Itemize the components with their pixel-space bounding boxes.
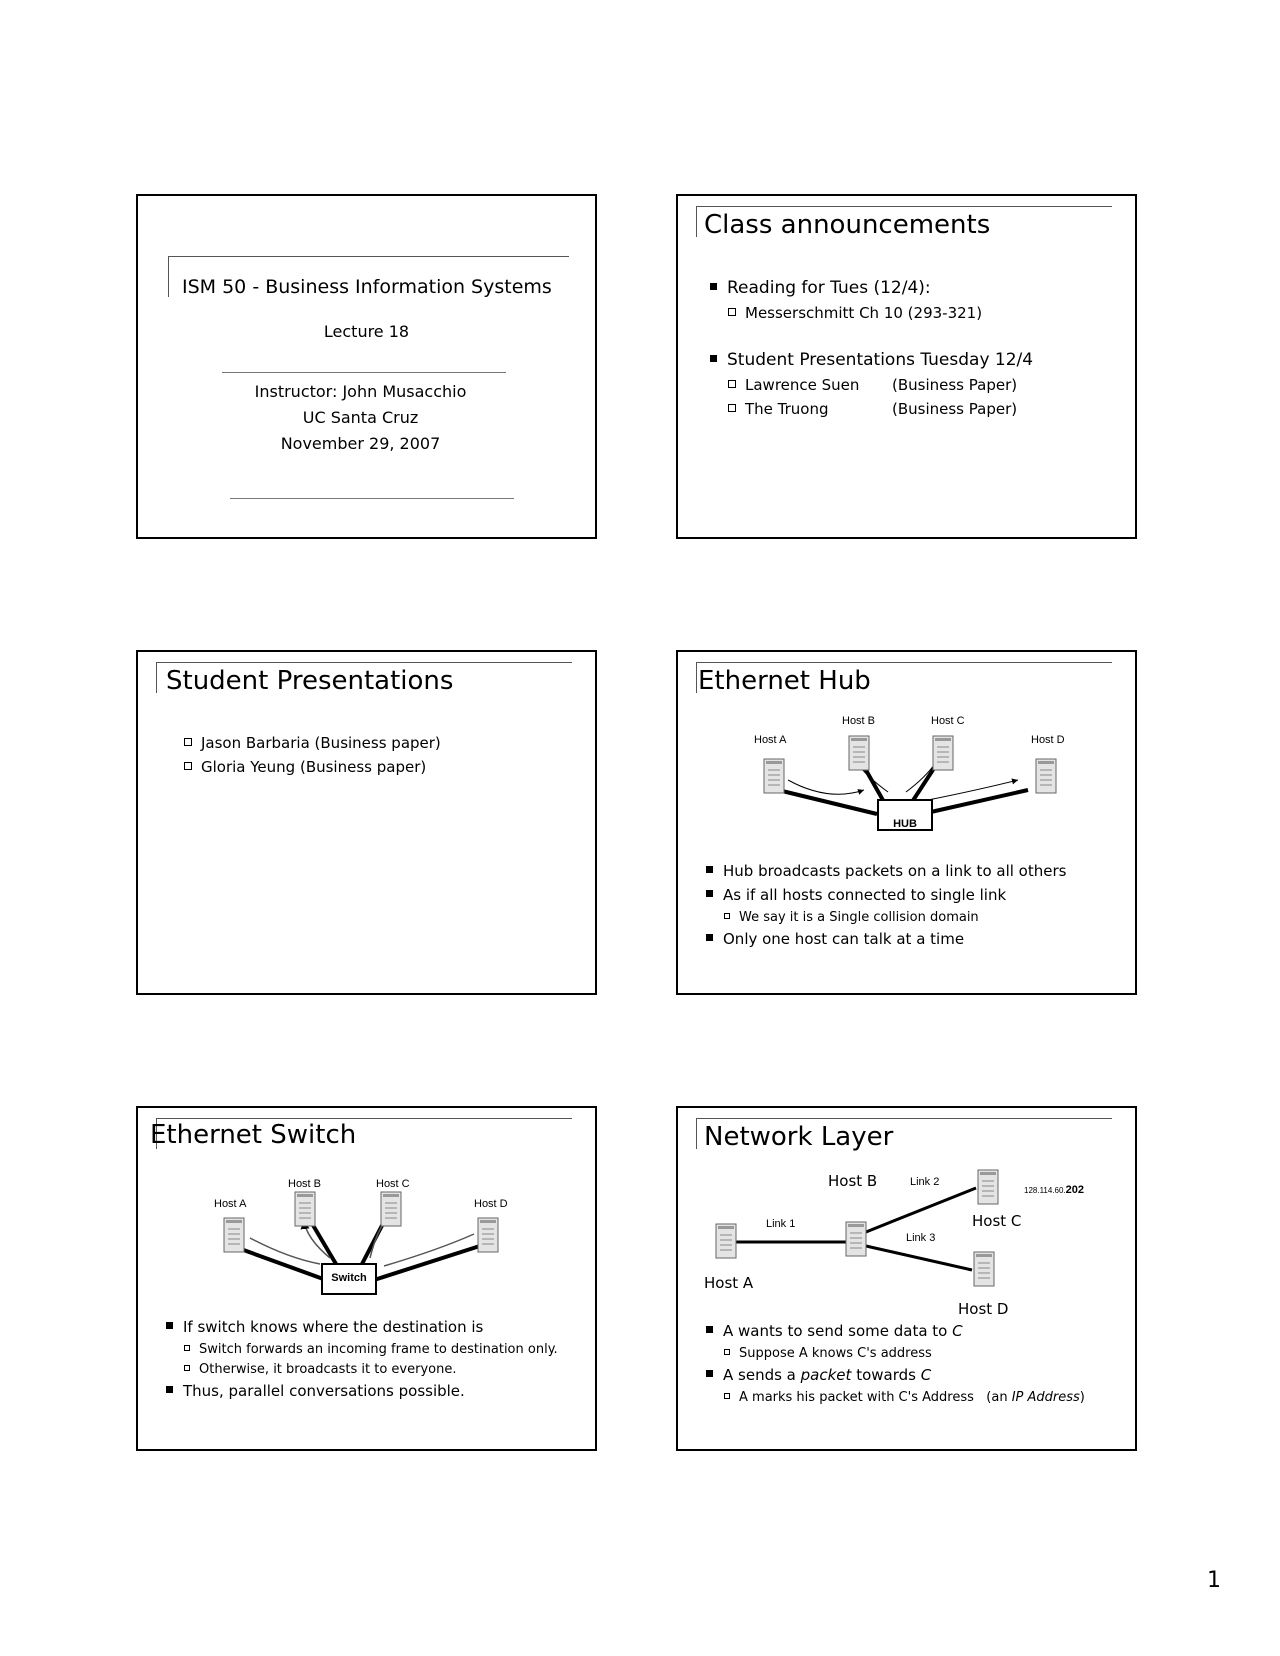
link-2 xyxy=(866,1188,976,1232)
hollow-square-icon xyxy=(728,380,736,388)
host-b-icon xyxy=(846,1222,866,1256)
host-b-label: Host B xyxy=(828,1172,878,1190)
hollow-square-icon xyxy=(728,404,736,412)
bullet-square-icon xyxy=(706,1326,713,1333)
presenter-type: (Business Paper) xyxy=(892,400,1018,418)
slide-student-presentations xyxy=(136,650,597,995)
sub-bullet xyxy=(724,1346,932,1361)
slide-title: Network Layer xyxy=(704,1122,894,1152)
host-b-icon xyxy=(295,1192,315,1226)
ip-prefix: 128.114.60. xyxy=(1024,1186,1066,1195)
host-c-label: Host C xyxy=(972,1212,1022,1230)
presenter-name: Lawrence Suen xyxy=(745,376,860,394)
bullet-text: Thus, parallel conversations possible. xyxy=(183,1382,465,1400)
bullet-square-icon xyxy=(166,1386,173,1393)
slide-announcements xyxy=(676,194,1137,539)
host-c-icon xyxy=(381,1192,401,1226)
hollow-square-icon xyxy=(728,308,736,316)
bullet xyxy=(166,1318,483,1336)
host-d-label: Host D xyxy=(958,1300,1009,1318)
host-c-label: Host C xyxy=(376,1178,410,1190)
sub-bullet-presenter xyxy=(728,400,829,418)
hollow-square-icon xyxy=(724,913,730,919)
sub-bullet-reading xyxy=(728,304,982,322)
hollow-square-icon xyxy=(724,1349,730,1355)
bullet xyxy=(706,862,1066,880)
presenter-item xyxy=(184,734,441,752)
bullet-square-icon xyxy=(706,866,713,873)
sub-bullet-presenter xyxy=(728,376,859,394)
divider-bottom xyxy=(230,498,514,499)
bullet-square-icon xyxy=(706,890,713,897)
host-a-label: Host A xyxy=(704,1274,754,1292)
bullet-text: Only one host can talk at a time xyxy=(723,930,965,948)
host-d-icon xyxy=(974,1252,994,1286)
bullet xyxy=(706,1366,931,1384)
bullet xyxy=(706,930,964,948)
host-a-label: Host A xyxy=(214,1198,247,1210)
flow-arrow xyxy=(788,780,864,794)
host-b-icon xyxy=(849,736,869,770)
host-d-icon xyxy=(478,1218,498,1252)
link-2-label: Link 2 xyxy=(910,1176,940,1188)
bullet-text: Suppose A knows C's address xyxy=(739,1346,932,1361)
host-c-label: Host C xyxy=(931,715,965,727)
bullet-presentations xyxy=(710,350,1033,370)
presenter-item xyxy=(184,758,426,776)
bullet-text: A sends a xyxy=(723,1366,801,1384)
bullet-emph: IP Address xyxy=(1011,1390,1080,1405)
hollow-square-icon xyxy=(184,1345,190,1351)
hub-label: HUB xyxy=(893,818,917,830)
bullet-text: Hub broadcasts packets on a link to all others xyxy=(723,862,1067,880)
sub-bullet xyxy=(184,1342,558,1357)
bullet-square-icon xyxy=(710,283,717,290)
ip-suffix: 202 xyxy=(1065,1184,1085,1196)
host-c-icon xyxy=(933,736,953,770)
bullet-square-icon xyxy=(166,1322,173,1329)
slide-title: Class announcements xyxy=(704,210,991,240)
bullet-text: ) xyxy=(1079,1390,1085,1405)
bullet-text: A wants to send some data to xyxy=(723,1322,953,1340)
link-3 xyxy=(866,1246,972,1270)
link-1-label: Link 1 xyxy=(766,1218,796,1230)
host-d-icon xyxy=(1036,759,1056,793)
slide-title: Student Presentations xyxy=(166,666,454,696)
host-a-icon xyxy=(224,1218,244,1252)
link-3-label: Link 3 xyxy=(906,1232,936,1244)
bullet-text: Reading for Tues (12/4): xyxy=(727,278,931,298)
divider-top xyxy=(222,372,506,373)
bullet-text: Jason Barbaria (Business paper) xyxy=(201,734,441,752)
bullet-text: towards xyxy=(851,1366,921,1384)
host-a-icon xyxy=(716,1224,736,1258)
bullet-text: If switch knows where the destination is xyxy=(183,1318,484,1336)
bullet-text: We say it is a Single collision domain xyxy=(739,910,979,925)
host-a-label: Host A xyxy=(754,734,787,746)
slide-ethernet-switch xyxy=(136,1106,597,1451)
lecture-label: Lecture 18 xyxy=(323,322,410,341)
link-d xyxy=(374,1244,486,1280)
date: November 29, 2007 xyxy=(280,434,441,453)
bullet xyxy=(706,1322,963,1340)
sub-bullet xyxy=(724,910,979,925)
bullet-emph: C xyxy=(920,1366,932,1384)
host-b-label: Host B xyxy=(288,1178,322,1190)
slide-title: Ethernet Hub xyxy=(698,666,871,696)
slide-network-layer xyxy=(676,1106,1137,1451)
presenter-name: The Truong xyxy=(745,400,829,418)
bullet-emph: C xyxy=(952,1322,963,1340)
sub-bullet xyxy=(724,1390,1085,1405)
hollow-square-icon xyxy=(184,762,192,770)
bullet-reading xyxy=(710,278,931,298)
page-number: 1 xyxy=(1207,1568,1221,1593)
host-b-label: Host B xyxy=(842,715,876,727)
host-d-label: Host D xyxy=(1031,734,1065,746)
bullet-text: As if all hosts connected to single link xyxy=(723,886,1007,904)
bullet xyxy=(166,1382,465,1400)
hollow-square-icon xyxy=(184,738,192,746)
hollow-square-icon xyxy=(724,1393,730,1399)
host-a-icon xyxy=(764,759,784,793)
bullet-square-icon xyxy=(706,1370,713,1377)
instructor: Instructor: John Musacchio xyxy=(254,382,467,401)
bullet-text: Gloria Yeung (Business paper) xyxy=(201,758,427,776)
school: UC Santa Cruz xyxy=(302,408,419,427)
bullet-square-icon xyxy=(710,355,717,362)
slide-ethernet-hub xyxy=(676,650,1137,995)
host-c-icon xyxy=(978,1170,998,1204)
course-title: ISM 50 - Business Information Systems xyxy=(182,276,552,298)
bullet-text: Switch forwards an incoming frame to destination only. xyxy=(199,1342,558,1357)
hollow-square-icon xyxy=(184,1365,190,1371)
switch-label: Switch xyxy=(331,1272,367,1284)
link-d xyxy=(922,790,1028,814)
bullet-square-icon xyxy=(706,934,713,941)
bullet-text: A marks his packet with C's Address (an xyxy=(739,1390,1012,1405)
bullet-text: Student Presentations Tuesday 12/4 xyxy=(727,350,1034,370)
host-d-label: Host D xyxy=(474,1198,508,1210)
ip-address xyxy=(1024,1180,1084,1198)
bullet xyxy=(706,886,1006,904)
bullet-emph: packet xyxy=(800,1366,852,1384)
bullet-text: Otherwise, it broadcasts it to everyone. xyxy=(199,1362,457,1377)
slide-title: Ethernet Switch xyxy=(150,1120,357,1150)
bullet-text: Messerschmitt Ch 10 (293-321) xyxy=(745,304,983,322)
flow-arrow xyxy=(250,1238,320,1264)
sub-bullet xyxy=(184,1362,456,1377)
slide-title xyxy=(136,194,597,539)
presenter-type: (Business Paper) xyxy=(892,376,1018,394)
